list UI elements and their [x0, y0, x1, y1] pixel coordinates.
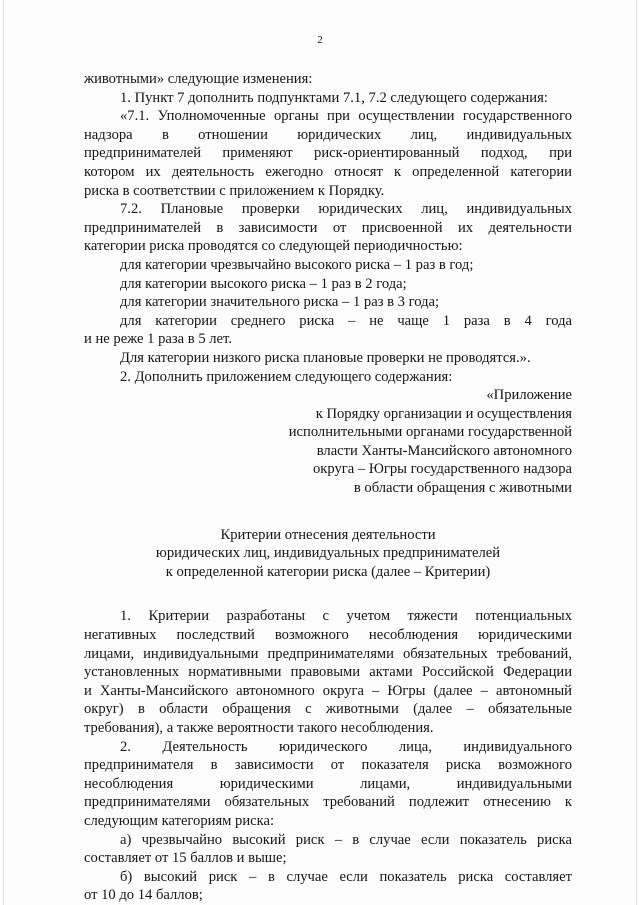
appendix-header-line: в области обращения с животными — [353, 480, 572, 497]
criteria-title-line: Критерии отнесения деятельности — [220, 526, 436, 543]
text-line: лицами, индивидуальными предпринимателями обязательных требований, — [84, 645, 572, 662]
text-line: установленных нормативными правовыми актами Российской Федерации — [84, 664, 572, 681]
criteria-title-line: юридических лиц, индивидуальных предпринимателей — [155, 545, 501, 562]
text-line: негативных последствий возможного несоблюдения юридическими — [84, 627, 572, 644]
text-line: округ) в области обращения с животными (далее – обязательные — [84, 701, 572, 718]
text-line: животными» следующие изменения: — [84, 71, 313, 87]
document-body — [84, 70, 572, 905]
text-line: требования), а также вероятности такого несоблюдения. — [84, 720, 434, 736]
text-line: а) чрезвычайно высокий риск – в случае если показатель риска — [120, 831, 572, 848]
scan-edge-right — [636, 0, 637, 905]
text-line: «7.1. Уполномоченные органы при осуществлении государственного — [120, 108, 572, 125]
text-line: 1. Критерии разработаны с учетом тяжести потенциальных — [120, 608, 572, 625]
text-line: следующим категориям риска: — [84, 812, 275, 829]
text-line: для категории высокого риска – 1 раз в 2 года; — [120, 275, 407, 292]
text-line: несоблюдения юридическими лицами, индивидуальными — [84, 775, 572, 792]
text-line: котором их деятельность ежегодно относят к определенной категории — [84, 163, 572, 180]
appendix-header-line: власти Ханты-Мансийского автономного — [316, 442, 572, 459]
text-line: б) высокий риск – в случае если показатель риска составляет — [120, 868, 572, 885]
text-line: 1. Пункт 7 дополнить подпунктами 7.1, 7.2 следующего содержания: — [120, 89, 548, 106]
appendix-header-line: исполнительными органами государственной — [288, 424, 572, 441]
text-line: для категории чрезвычайно высокого риска – 1 раз в год; — [120, 256, 474, 273]
text-line: для категории значительного риска – 1 раз в 3 года; — [120, 294, 440, 311]
text-line: составляет от 15 баллов и выше; — [84, 850, 287, 867]
appendix-header-line: к Порядку организации и осуществления — [315, 405, 572, 422]
text-line: от 10 до 14 баллов; — [84, 887, 203, 904]
text-line: предпринимателя в зависимости от показателя риска возможного — [84, 757, 572, 774]
text-line: предпринимателями обязательных требований подлежит отнесению к — [84, 794, 572, 811]
text-line: предпринимателей в зависимости от присвоенной их деятельности — [84, 219, 572, 236]
criteria-title-line: к определенной категории риска (далее – Критерии) — [165, 563, 491, 580]
text-line: 2. Дополнить приложением следующего содержания: — [120, 368, 453, 385]
text-line: Для категории низкого риска плановые проверки не проводятся.». — [120, 349, 531, 366]
text-line: 2. Деятельность юридического лица, индивидуального — [120, 738, 572, 755]
text-line: надзора в отношении юридических лиц, индивидуальных — [84, 126, 572, 143]
scan-edge-left — [3, 0, 4, 905]
text-line: 7.2. Плановые проверки юридических лиц, индивидуальных — [120, 201, 572, 218]
text-line: и не реже 1 раза в 5 лет. — [84, 331, 232, 348]
text-line: категории риска проводятся со следующей периодичностью: — [84, 238, 463, 255]
text-line: риска в соответствии с приложением к Порядку. — [84, 182, 385, 199]
appendix-header-line: «Приложение — [486, 387, 572, 404]
appendix-header-line: округа – Югры государственного надзора — [313, 461, 572, 478]
page-number: 2 — [317, 34, 323, 46]
text-line: предпринимателей применяют риск-ориентированный подход, при — [84, 145, 572, 162]
text-line: для категории среднего риска – не чаще 1 раза в 4 года — [120, 312, 572, 329]
text-line: и Ханты-Мансийского автономного округа – Югры (далее – автономный — [84, 682, 572, 699]
